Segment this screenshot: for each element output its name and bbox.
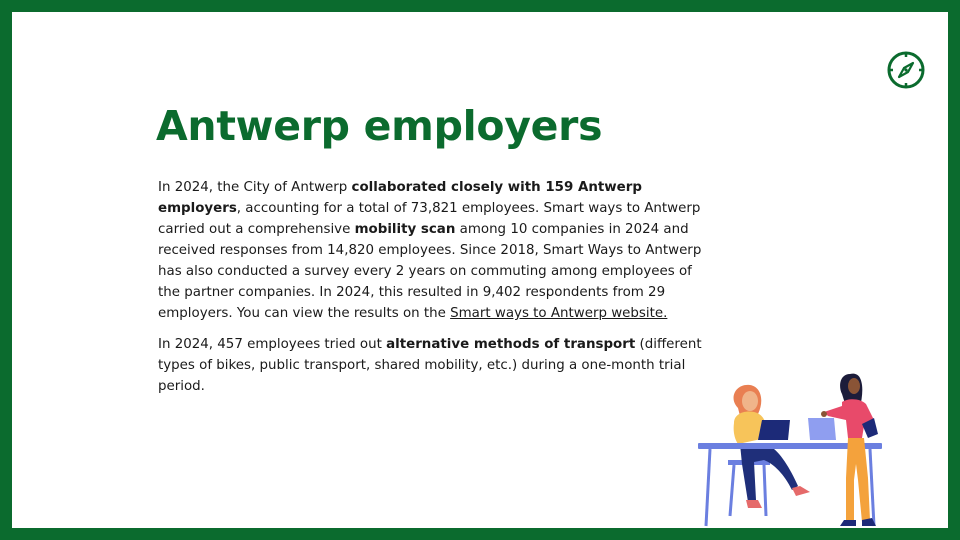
highlight-collaboration: collaborated closely with 159 Antwerp employers: [158, 180, 642, 216]
page-title: Antwerp employers: [156, 102, 603, 150]
paragraph-trial: [158, 334, 718, 397]
compass-icon: [886, 50, 926, 90]
highlight-mobility-scan: mobility scan: [354, 222, 456, 237]
smart-ways-website-link[interactable]: Smart ways to Antwerp website.: [450, 306, 668, 321]
paragraph-text: , accounting for a total of 73,821 employees. Smart ways to Antwerp carried out a comprehensive: [158, 201, 701, 237]
paragraph-text: In 2024, the City of Antwerp: [158, 180, 352, 195]
paragraph-employers: [158, 177, 718, 324]
body-text: [158, 177, 718, 407]
highlight-alternative-transport: alternative methods of transport: [386, 337, 636, 352]
office-workers-illustration: [698, 368, 898, 528]
paragraph-text: (different types of bikes, public transport, shared mobility, etc.) during a one-month trial period.: [158, 337, 702, 394]
paragraph-text: In 2024, 457 employees tried out: [158, 337, 387, 352]
paragraph-text: among 10 companies in 2024 and received responses from 14,820 employees. Since 2018, Smart Ways to Antwerp has also conducted a survey every 2 years on commuting among employees of the partner companies. In 2024, this resulted in 9,402 respondents from 29 employers. You can view the results on the: [158, 222, 702, 321]
